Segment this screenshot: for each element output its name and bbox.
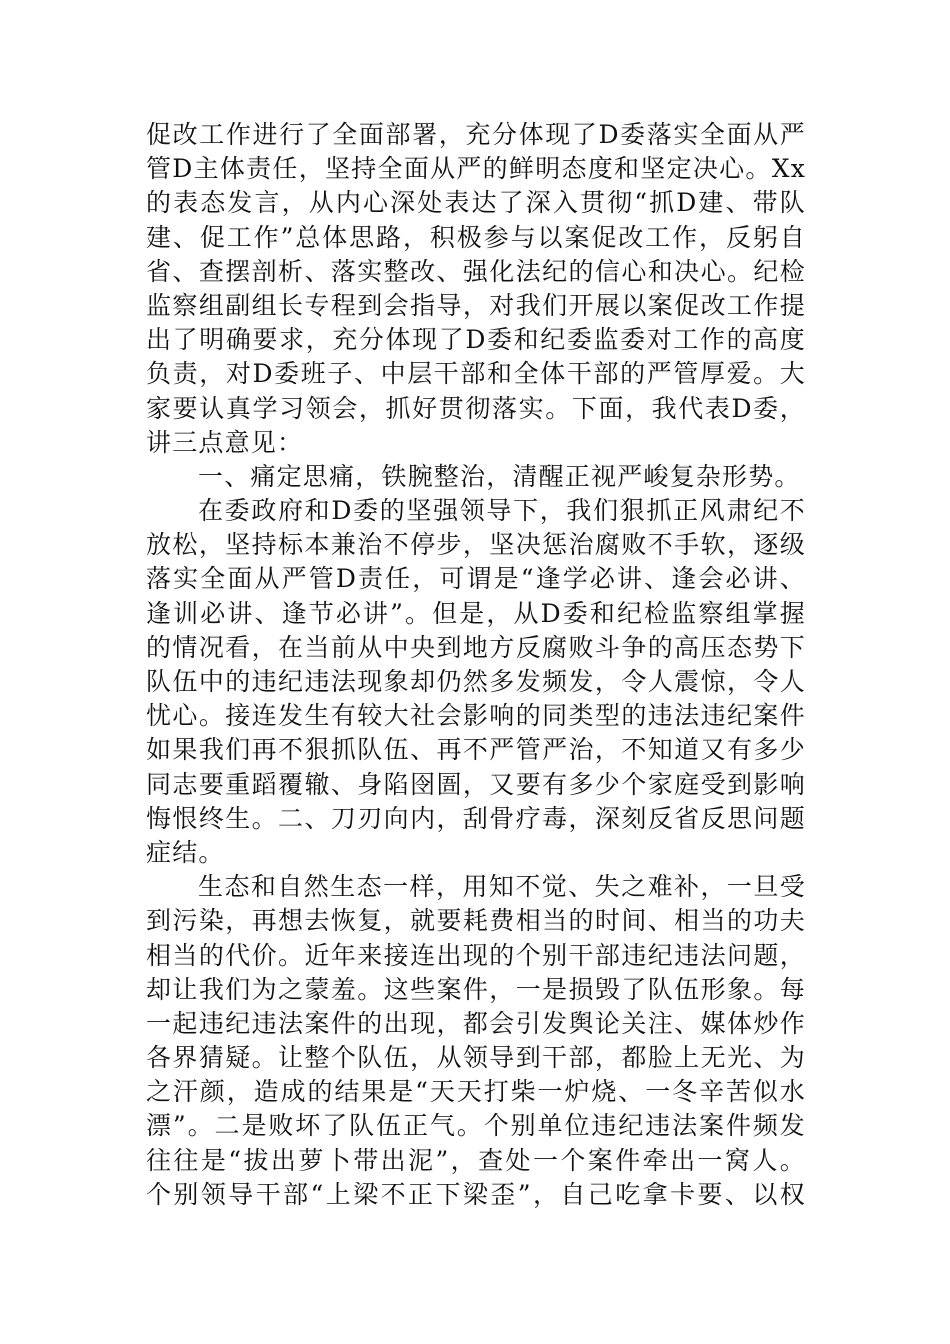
text-line: 漂”。二是败坏了队伍正气。个别单位违纪违法案件频发	[146, 1111, 806, 1141]
text-line: 家要认真学习领会，抓好贯彻落实。下面，我代表D委，	[146, 393, 806, 423]
text-line: 个别领导干部“上梁不正下梁歪”，自己吃拿卡要、以权	[146, 1179, 806, 1209]
text-line: 各界猜疑。让整个队伍，从领导到干部，都脸上无光、为	[146, 1043, 806, 1073]
text-line: 管D主体责任，坚持全面从严的鲜明态度和坚定决心。Xx	[146, 154, 806, 184]
text-line: 同志要重蹈覆辙、身陷囹圄，又要有多少个家庭受到影响	[146, 769, 806, 799]
section-heading: 一、痛定思痛，铁腕整治，清醒正视严峻复杂形势。	[198, 461, 801, 491]
paragraph-first-line: 生态和自然生态一样，用知不觉、失之难补，一旦受	[198, 872, 806, 902]
text-line: 到污染，再想去恢复，就要耗费相当的时间、相当的功夫	[146, 906, 806, 936]
text-line: 负责，对D委班子、中层干部和全体干部的严管厚爱。大	[146, 359, 806, 389]
text-line: 讲三点意见：	[146, 427, 304, 457]
text-line: 往往是“拔出萝卜带出泥”，查处一个案件牵出一窝人。	[146, 1145, 806, 1175]
text-line: 省、查摆剖析、落实整改、强化法纪的信心和决心。纪检	[146, 256, 806, 286]
text-line: 放松，坚持标本兼治不停步，坚决惩治腐败不手软，逐级	[146, 530, 806, 560]
body-text	[146, 118, 806, 1212]
text-line: 建、促工作”总体思路，积极参与以案促改工作，反躬自	[146, 222, 806, 252]
text-line: 出了明确要求，充分体现了D委和纪委监委对工作的高度	[146, 325, 806, 355]
text-line: 监察组副组长专程到会指导，对我们开展以案促改工作提	[146, 290, 806, 320]
text-line: 悔恨终生。二、刀刃向内，刮骨疗毒，深刻反省反思问题	[146, 803, 806, 833]
text-line: 如果我们再不狠抓队伍、再不严管严治，不知道又有多少	[146, 735, 806, 765]
text-line: 相当的代价。近年来接连出现的个别干部违纪违法问题，	[146, 940, 806, 970]
paragraph-first-line: 在委政府和D委的坚强领导下，我们狠抓正风肃纪不	[198, 496, 806, 526]
text-line: 的情况看，在当前从中央到地方反腐败斗争的高压态势下	[146, 632, 806, 662]
text-line: 症结。	[146, 837, 225, 867]
text-line: 的表态发言，从内心深处表达了深入贯彻“抓D建、带队	[146, 188, 806, 218]
text-line: 忧心。接连发生有较大社会影响的同类型的违法违纪案件	[146, 701, 806, 731]
text-line: 却让我们为之蒙羞。这些案件，一是损毁了队伍形象。每	[146, 974, 806, 1004]
text-line: 之汗颜，造成的结果是“天天打柴一炉烧、一冬辛苦似水	[146, 1077, 806, 1107]
text-line: 促改工作进行了全面部署，充分体现了D委落实全面从严	[146, 120, 806, 149]
text-line: 落实全面从严管D责任，可谓是“逢学必讲、逢会必讲、	[146, 564, 806, 594]
text-line: 逢训必讲、逢节必讲”。但是，从D委和纪检监察组掌握	[146, 598, 806, 628]
text-line: 队伍中的违纪违法现象却仍然多发频发，令人震惊，令人	[146, 667, 806, 696]
text-line: 一起违纪违法案件的出现，都会引发舆论关注、媒体炒作	[146, 1008, 806, 1038]
